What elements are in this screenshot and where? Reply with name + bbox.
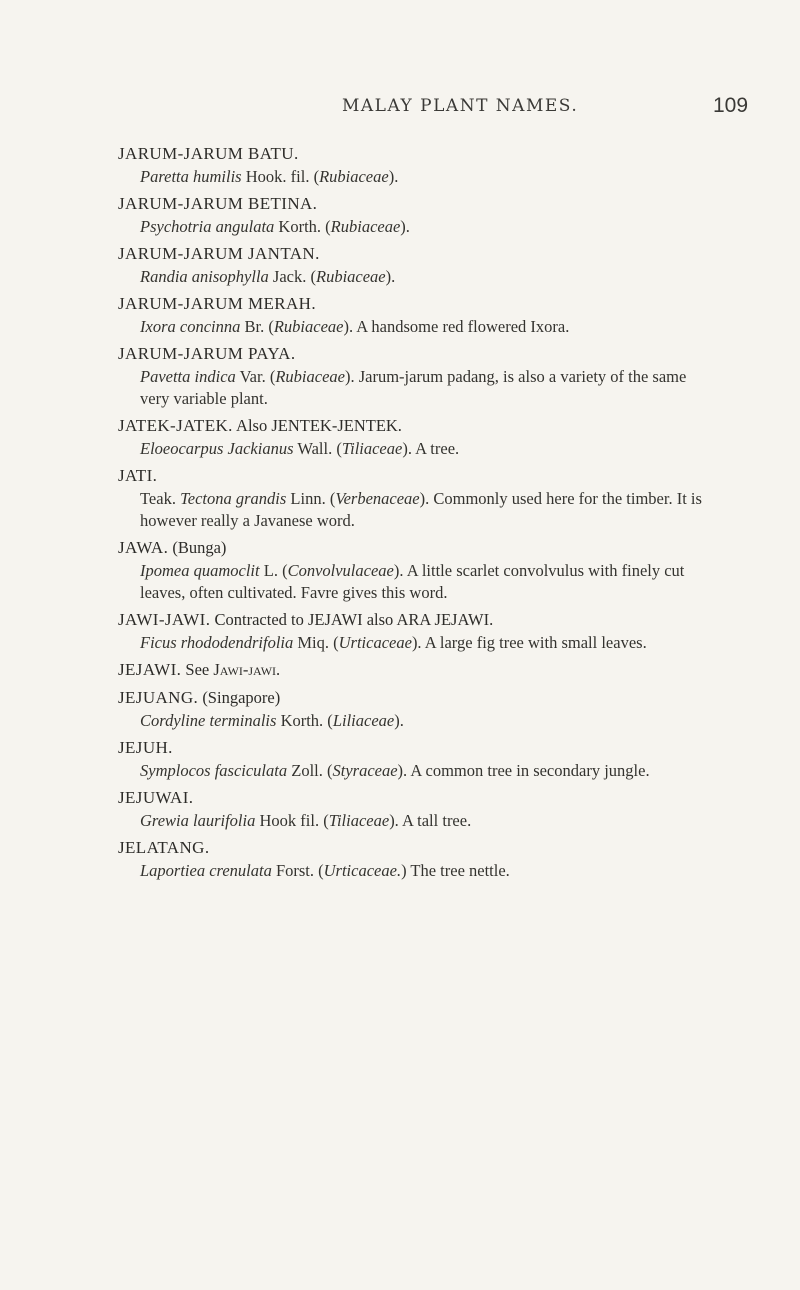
- headword-text: JAWI-JAWI.: [118, 610, 211, 629]
- page-header: [0, 96, 800, 126]
- entry-description: [118, 488, 718, 532]
- glossary-entry: [118, 658, 718, 682]
- headword-text: JAWA.: [118, 538, 169, 557]
- binomial-name: Tectona grandis: [180, 489, 287, 508]
- entry-description: [118, 860, 718, 882]
- family-name: Rubiaceae: [319, 167, 389, 186]
- glossary-entry: [118, 142, 718, 188]
- description-text: ). Commonly used here for the timber. It is however really a Javanese word.: [140, 489, 702, 530]
- description-text: ).: [385, 267, 396, 286]
- family-name: Rubiaceae: [316, 267, 386, 286]
- authority: Korth. (: [274, 217, 331, 236]
- authority: Korth. (: [276, 711, 333, 730]
- binomial-name: Eloeocarpus Jackianus: [140, 439, 294, 458]
- binomial-name: Cordyline terminalis: [140, 711, 277, 730]
- entry-headword: [118, 292, 718, 316]
- headword-text: JEJUH.: [118, 738, 173, 757]
- entry-description: [118, 560, 718, 604]
- glossary-entry: [118, 242, 718, 288]
- authority: Br. (: [240, 317, 274, 336]
- description-text: ). Jarum-jarum padang, is also a variety of the same very variable plant.: [140, 367, 687, 408]
- description-text: ). A little scarlet convolvulus with finely cut leaves, often cultivated. Favre gives this word.: [140, 561, 685, 602]
- glossary-entry: [118, 414, 718, 460]
- entry-headword: [118, 658, 718, 682]
- family-name: Styraceae: [332, 761, 398, 780]
- authority: L. (: [259, 561, 288, 580]
- entry-headword: [118, 242, 718, 266]
- entry-description: [118, 710, 718, 732]
- binomial-name: Paretta humilis: [140, 167, 242, 186]
- binomial-name: Psychotria angulata: [140, 217, 275, 236]
- binomial-name: Symplocos fasciculata: [140, 761, 288, 780]
- binomial-name: Laportiea crenulata: [140, 861, 272, 880]
- glossary-entry: [118, 736, 718, 782]
- glossary-entry: [118, 686, 718, 732]
- headword-note: (Bunga): [168, 538, 227, 557]
- glossary-entries: [118, 142, 718, 886]
- family-name: Verbenaceae: [335, 489, 420, 508]
- binomial-name: Grewia laurifolia: [140, 811, 256, 830]
- glossary-entry: [118, 536, 718, 604]
- headword-text: JARUM-JARUM BETINA.: [118, 194, 318, 213]
- entry-headword: [118, 686, 718, 710]
- family-name: Urticaceae: [338, 633, 412, 652]
- cross-reference: Jawi-jawi.: [213, 660, 281, 679]
- authority: Hook. fil. (: [241, 167, 320, 186]
- description-text: ).: [394, 711, 404, 730]
- description-text: ).: [388, 167, 399, 186]
- headword-note: See: [181, 660, 214, 679]
- description-text: ). A tree.: [402, 439, 460, 458]
- headword-text: JELATANG.: [118, 838, 210, 857]
- authority: Jack. (: [268, 267, 316, 286]
- entry-headword: [118, 464, 718, 488]
- description-text: ).: [400, 217, 410, 236]
- headword-text: JARUM-JARUM BATU.: [118, 144, 299, 163]
- headword-note: (Singapore): [198, 688, 281, 707]
- binomial-name: Ixora concinna: [140, 317, 241, 336]
- family-name: Liliaceae: [332, 711, 395, 730]
- page-number: 109: [713, 94, 749, 117]
- description-text: ) The tree nettle.: [401, 861, 510, 880]
- running-title: MALAY PLANT NAMES.: [342, 96, 579, 116]
- headword-text: JEJUWAI.: [118, 788, 194, 807]
- entry-description: [118, 166, 718, 188]
- entry-description: [118, 366, 718, 410]
- headword-text: JARUM-JARUM PAYA.: [118, 344, 296, 363]
- entry-headword: [118, 414, 718, 438]
- glossary-entry: [118, 342, 718, 410]
- glossary-entry: [118, 464, 718, 532]
- entry-description: [118, 266, 718, 288]
- entry-headword: [118, 192, 718, 216]
- authority: Forst. (: [271, 861, 324, 880]
- entry-headword: [118, 608, 718, 632]
- entry-headword: [118, 836, 718, 860]
- authority: Var. (: [235, 367, 276, 386]
- entry-description: [118, 438, 718, 460]
- glossary-entry: [118, 608, 718, 654]
- entry-description: [118, 810, 718, 832]
- headword-text: JATEK-JATEK.: [118, 416, 233, 435]
- family-name: Urticaceae.: [323, 861, 402, 880]
- binomial-name: Ficus rhododendrifolia: [140, 633, 294, 652]
- description-text: ). A tall tree.: [389, 811, 472, 830]
- common-name: Teak.: [140, 489, 181, 508]
- authority: Miq. (: [293, 633, 339, 652]
- family-name: Rubiaceae: [330, 217, 401, 236]
- authority: Zoll. (: [287, 761, 333, 780]
- family-name: Rubiaceae: [273, 317, 344, 336]
- description-text: ). A large fig tree with small leaves.: [411, 633, 647, 652]
- entry-description: [118, 632, 718, 654]
- entry-description: [118, 216, 718, 238]
- entry-headword: [118, 342, 718, 366]
- headword-note: Also JENTEK-JENTEK.: [232, 416, 402, 435]
- binomial-name: Pavetta indica: [140, 367, 236, 386]
- entry-headword: [118, 142, 718, 166]
- entry-description: [118, 760, 718, 782]
- glossary-entry: [118, 786, 718, 832]
- glossary-entry: [118, 292, 718, 338]
- entry-headword: [118, 536, 718, 560]
- binomial-name: Ipomea quamoclit: [140, 561, 260, 580]
- family-name: Convolvulaceae: [287, 561, 394, 580]
- family-name: Tiliaceae: [341, 439, 403, 458]
- authority: Linn. (: [286, 489, 336, 508]
- binomial-name: Randia anisophylla: [140, 267, 269, 286]
- headword-text: JEJUANG.: [118, 688, 199, 707]
- description-text: ). A common tree in secondary jungle.: [397, 761, 650, 780]
- glossary-entry: [118, 836, 718, 882]
- headword-text: JARUM-JARUM JANTAN.: [118, 244, 320, 263]
- description-text: ). A handsome red flowered Ixora.: [343, 317, 570, 336]
- entry-description: [118, 316, 718, 338]
- authority: Hook fil. (: [255, 811, 329, 830]
- glossary-entry: [118, 192, 718, 238]
- entry-headword: [118, 786, 718, 810]
- headword-text: JATI.: [118, 466, 158, 485]
- family-name: Rubiaceae: [275, 367, 345, 386]
- headword-note: Contracted to JEJAWI also ARA JEJAWI.: [210, 610, 494, 629]
- entry-headword: [118, 736, 718, 760]
- family-name: Tiliaceae: [328, 811, 390, 830]
- headword-text: JEJAWI.: [118, 660, 182, 679]
- authority: Wall. (: [293, 439, 342, 458]
- headword-text: JARUM-JARUM MERAH.: [118, 294, 317, 313]
